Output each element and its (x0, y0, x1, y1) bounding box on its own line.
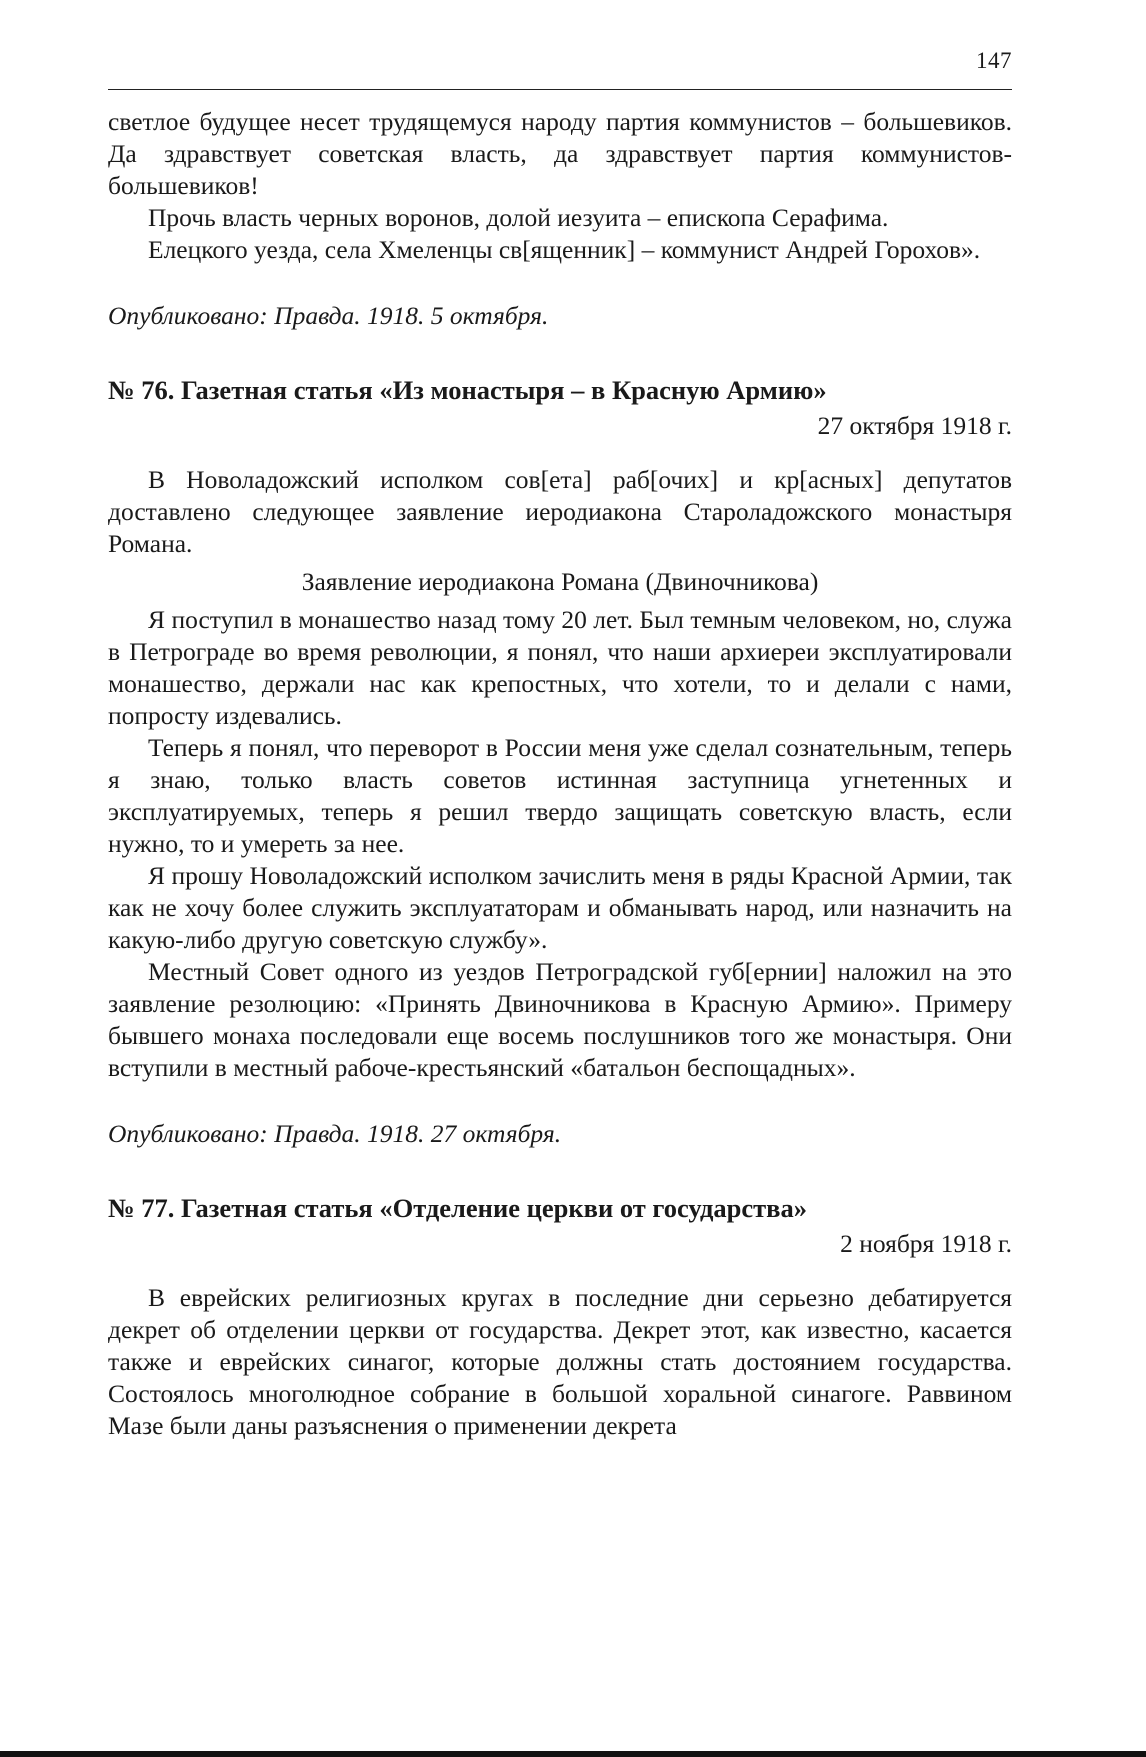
page-number: 147 (976, 48, 1012, 73)
document-76-paragraph: Местный Совет одного из уездов Петроградской губ[ернии] наложил на это заявление резолюцию: «Принять Двиночникова в Красную Армию». Примеру бывшего монаха последовали еще восемь послушников того же монастыря. Они вступили в местный рабоче-крестьянский «батальон беспощадных». (108, 957, 1012, 1082)
page-content (108, 106, 1012, 1442)
document-76-subheading: Заявление иеродиакона Романа (Двиночникова) (301, 567, 819, 596)
document-76-paragraph: Я прошу Новоладожский исполком зачислить меня в ряды Красной Армии, так как не хочу более служить эксплуататорам и обманывать народ, или назначить на какую-либо другую советскую службу». (108, 861, 1012, 954)
document-77-date: 2 ноября 1918 г. (840, 1229, 1012, 1258)
continuation-paragraph: Прочь власть черных воронов, долой иезуита – епископа Серафима. (148, 203, 889, 232)
document-76-paragraph: Теперь я понял, что переворот в России меня уже сделал сознательным, теперь я знаю, только власть советов истинная заступница угнетенных и эксплуатируемых, теперь я решил твердо защищать советскую власть, если нужно, то и умереть за нее. (108, 733, 1012, 858)
document-77-paragraph: В еврейских религиозных кругах в последние дни серьезно дебатируется декрет об отделении церкви от государства. Декрет этот, как известно, касается также и еврейских синагог, которые должны стать достоянием государства. Состоялось многолюдное собрание в большой хоральной синагоге. Раввином Мазе были даны разъяснения о применении декрета (108, 1283, 1012, 1440)
document-76-title: № 76. Газетная статья «Из монастыря – в Красную Армию» (108, 375, 827, 405)
document-76-paragraph: Я поступил в монашество назад тому 20 лет. Был темным человеком, но, служа в Петрограде во время революции, я понял, что наши архиереи эксплуатировали монашество, держали нас как крепостных, что хотели, то и делали с нами, попросту издевались. (108, 605, 1012, 730)
document-76-date: 27 октября 1918 г. (817, 411, 1012, 440)
header-rule (108, 89, 1012, 90)
document-76-intro: В Новоладожский исполком сов[ета] раб[очих] и кр[асных] депутатов доставлено следующее заявление иеродиакона Староладожского монастыря Романа. (108, 465, 1012, 558)
scan-bottom-edge (0, 1751, 1146, 1757)
publication-source: Опубликовано: Правда. 1918. 5 октября. (108, 301, 549, 330)
continuation-paragraph: Елецкого уезда, села Хмеленцы св[ященник] – коммунист Андрей Горохов». (148, 235, 981, 264)
continuation-paragraph: светлое будущее несет трудящемуся народу партия коммунистов – большевиков. Да здравствует советская власть, да здравствует партия коммунистов-большевиков! (108, 107, 1012, 200)
document-77-title: № 77. Газетная статья «Отделение церкви от государства» (108, 1193, 807, 1223)
publication-source: Опубликовано: Правда. 1918. 27 октября. (108, 1119, 562, 1148)
